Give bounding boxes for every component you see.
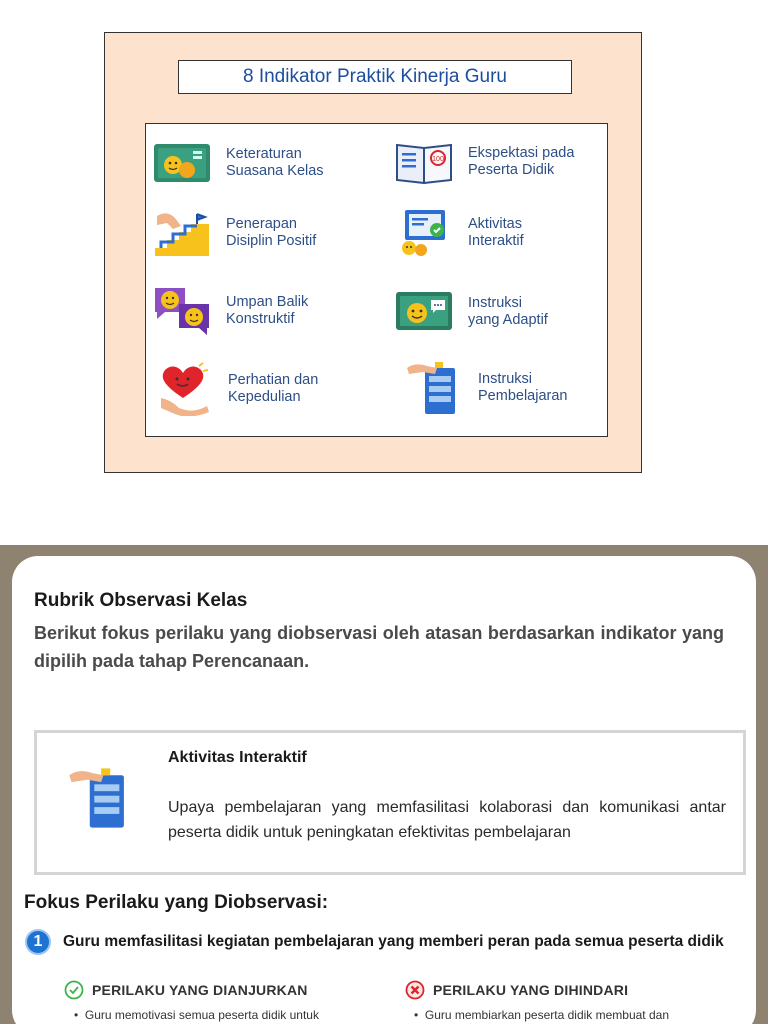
document-hand-icon bbox=[404, 363, 464, 413]
indicator-infographic bbox=[104, 32, 642, 473]
indicator-keteraturan bbox=[152, 138, 324, 188]
recommended-header bbox=[64, 980, 308, 1000]
recommended-text: Guru memotivasi semua peserta didik untuk bbox=[84, 1008, 319, 1022]
indicator-instruksi-adaptif bbox=[394, 287, 548, 337]
indicator-label: Instruksi Pembelajaran bbox=[478, 371, 568, 404]
indicator-grid bbox=[145, 123, 608, 437]
classroom-board-icon bbox=[152, 138, 212, 188]
rubrik-description: Berikut fokus perilaku yang diobservasi oleh atasan berdasarkan indikator yang dipilih pada tahap Perencanaan. bbox=[34, 623, 724, 671]
indicator-umpan-balik bbox=[152, 286, 308, 336]
indicator-label: Penerapan Disiplin Positif bbox=[226, 216, 317, 249]
indicator-label: Umpan Balik Konstruktif bbox=[226, 294, 309, 327]
avoided-bullet: • Guru membiarkan peserta didik membuat dan bbox=[414, 1008, 669, 1022]
rubrik-title: Rubrik Observasi Kelas bbox=[34, 590, 248, 611]
avoided-label: PERILAKU YANG DIHINDARI bbox=[433, 982, 629, 998]
board-chat-icon bbox=[394, 287, 454, 337]
item-number-badge: 1 bbox=[25, 929, 51, 955]
indicator-label: Aktivitas Interaktif bbox=[468, 216, 524, 249]
activity-card bbox=[34, 730, 746, 875]
stairs-hand-icon bbox=[152, 208, 212, 258]
chat-bubbles-icon bbox=[152, 286, 212, 336]
recommended-bullet: • Guru memotivasi semua peserta didik untuk bbox=[74, 1008, 319, 1022]
indicator-label: Keteraturan Suasana Kelas bbox=[226, 146, 324, 179]
indicator-penerapan bbox=[152, 208, 316, 258]
indicator-instruksi-pembelajaran bbox=[404, 363, 567, 413]
indicator-perhatian bbox=[154, 364, 318, 414]
indicator-aktivitas bbox=[394, 208, 524, 258]
document-hand-icon bbox=[67, 765, 133, 836]
indicator-label: Instruksi yang Adaptif bbox=[468, 295, 548, 328]
fokus-title: Fokus Perilaku yang Diobservasi: bbox=[24, 892, 329, 913]
avoided-text: Guru membiarkan peserta didik membuat dan bbox=[424, 1008, 669, 1022]
infographic-title: 8 Indikator Praktik Kinerja Guru bbox=[178, 60, 572, 94]
activity-title: Aktivitas Interaktif bbox=[168, 749, 307, 766]
svg-text:100: 100 bbox=[432, 156, 444, 163]
indicator-ekspektasi bbox=[394, 137, 574, 187]
indicator-label: Perhatian dan Kepedulian bbox=[228, 372, 319, 405]
cross-circle-icon bbox=[405, 980, 425, 1000]
fokus-item-text: Guru memfasilitasi kegiatan pembelajaran yang memberi peran pada semua peserta didik bbox=[63, 933, 724, 950]
heart-hand-icon bbox=[154, 364, 214, 414]
activity-description: Upaya pembelajaran yang memfasilitasi kolaborasi dan komunikasi antar peserta didik untuk peningkatan efektivitas pembelajaran bbox=[168, 799, 726, 841]
check-circle-icon bbox=[64, 980, 84, 1000]
certificate-icon bbox=[394, 208, 454, 258]
avoided-header bbox=[405, 980, 628, 1000]
indicator-label: Ekspektasi pada Peserta Didik bbox=[468, 145, 575, 178]
recommended-label: PERILAKU YANG DIANJURKAN bbox=[92, 982, 308, 998]
open-book-icon bbox=[394, 137, 454, 187]
